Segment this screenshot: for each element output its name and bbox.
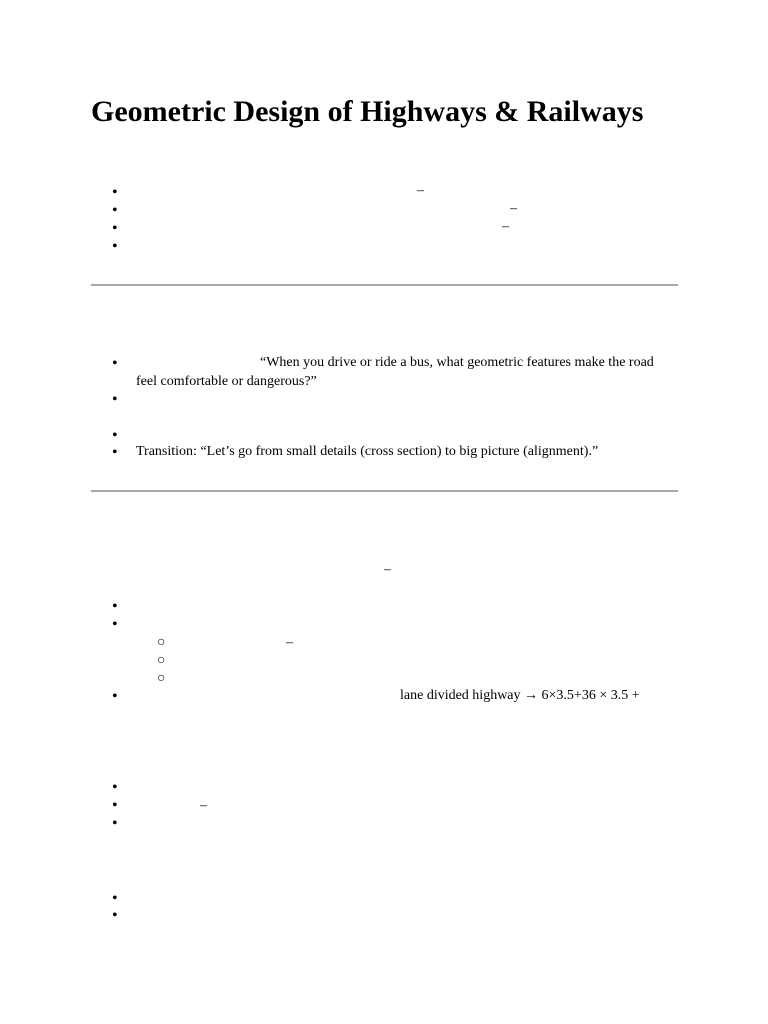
transition-text: Transition: “Let’s go from small details (cross section) to big picture (alignment).” (136, 444, 599, 459)
list-bullet: • (112, 815, 118, 832)
page-title: Geometric Design of Highways & Railways (91, 95, 644, 128)
section-divider (91, 284, 678, 286)
sub-list-bullet: ○ (157, 635, 166, 650)
sub-list-bullet: ○ (157, 653, 166, 668)
list-bullet: • (112, 184, 118, 201)
list-bullet: • (112, 444, 118, 461)
list-bullet: • (112, 616, 118, 633)
list-bullet: • (112, 598, 118, 615)
dash-mark: – (502, 219, 509, 234)
lane-width-example: lane divided highway → 6×3.5+36 × 3.5 + (400, 688, 640, 703)
list-bullet: • (112, 355, 118, 372)
dash-mark: – (200, 798, 207, 813)
dash-mark: – (510, 201, 517, 216)
list-bullet: • (112, 202, 118, 219)
discussion-question: “When you drive or ride a bus, what geometric features make the road feel comfortable or dangerous?” (136, 355, 654, 389)
dash-mark: – (286, 635, 293, 650)
list-bullet: • (112, 779, 118, 796)
list-bullet: • (112, 220, 118, 237)
sub-list-bullet: ○ (157, 671, 166, 686)
section-divider (91, 490, 678, 492)
list-bullet: • (112, 890, 118, 907)
list-bullet: • (112, 427, 118, 444)
list-bullet: • (112, 238, 118, 255)
dash-mark: – (417, 183, 424, 198)
list-bullet: • (112, 907, 118, 924)
dash-mark: – (384, 562, 391, 577)
list-bullet: • (112, 797, 118, 814)
list-bullet: • (112, 391, 118, 408)
list-bullet: • (112, 688, 118, 705)
